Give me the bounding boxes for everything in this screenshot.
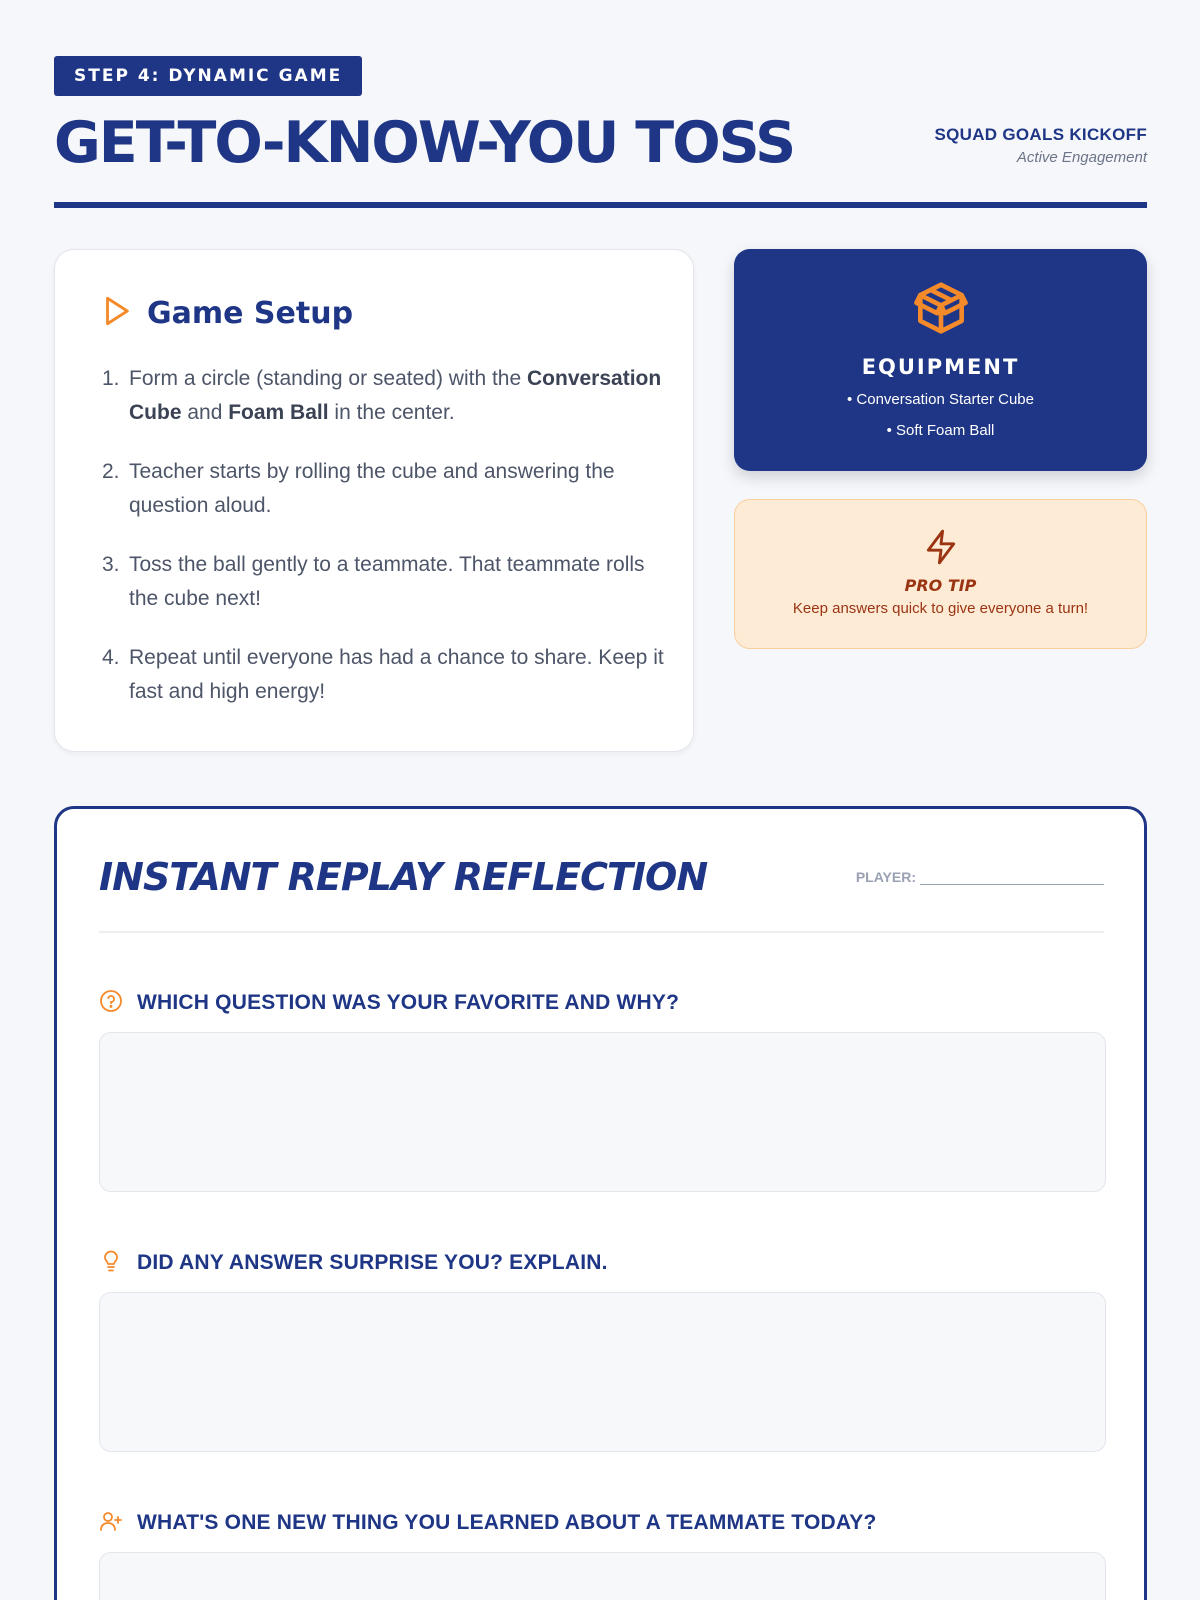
player-field xyxy=(856,869,1104,885)
game-setup-title: Game Setup xyxy=(147,295,354,331)
series-name: SQUAD GOALS KICKOFF xyxy=(934,125,1147,144)
player-name-line[interactable] xyxy=(920,871,1104,885)
pro-tip-card xyxy=(734,499,1147,649)
setup-steps xyxy=(102,362,665,734)
step-text: Repeat until everyone has had a chance to share. Keep it fast and high energy! xyxy=(129,646,664,703)
reflection-question xyxy=(99,989,679,1017)
step-text: Teacher starts by rolling the cube and answering the question aloud. xyxy=(129,460,615,517)
answer-box[interactable] xyxy=(99,1292,1106,1452)
pro-tip-text: Keep answers quick to give everyone a turn! xyxy=(792,600,1089,617)
question-label: WHAT'S ONE NEW THING YOU LEARNED ABOUT A TEAMMATE TODAY? xyxy=(137,1511,877,1534)
step-text: and xyxy=(181,401,229,424)
header-meta xyxy=(934,125,1147,166)
question-label: WHICH QUESTION WAS YOUR FAVORITE AND WHY? xyxy=(137,991,680,1014)
equipment-item: • Conversation Starter Cube xyxy=(846,391,1034,408)
list-item xyxy=(102,362,665,430)
worksheet-page xyxy=(54,0,1147,1600)
player-label: PLAYER: xyxy=(855,869,916,885)
step-number: 1. xyxy=(102,367,120,390)
step-text: in the center. xyxy=(328,401,455,424)
question-circle-icon xyxy=(99,989,123,1017)
user-plus-icon xyxy=(99,1509,123,1537)
reflection-section xyxy=(54,806,1147,1600)
step-text: Toss the ball gently to a teammate. That teammate rolls the cube next! xyxy=(129,553,645,610)
game-setup-header xyxy=(99,294,353,332)
header-divider xyxy=(54,202,1147,208)
list-item xyxy=(102,455,665,523)
step-text: Form a circle (standing or seated) with the xyxy=(129,367,527,390)
step-text-bold: Conversation Cube xyxy=(129,367,662,424)
series-subtitle: Active Engagement xyxy=(1016,149,1147,166)
answer-box[interactable] xyxy=(99,1552,1106,1600)
reflection-title: INSTANT REPLAY REFLECTION xyxy=(99,855,708,899)
step-text-bold: Foam Ball xyxy=(228,401,329,424)
lightbulb-icon xyxy=(99,1249,123,1277)
page-title: GET-TO-KNOW-YOU TOSS xyxy=(54,110,795,176)
answer-box[interactable] xyxy=(99,1032,1106,1192)
play-icon xyxy=(99,294,133,332)
box-icon xyxy=(910,277,972,339)
step-number: 3. xyxy=(102,553,120,576)
equipment-title: EQUIPMENT xyxy=(861,355,1020,379)
step-badge: STEP 4: DYNAMIC GAME xyxy=(54,56,362,96)
list-item xyxy=(102,641,665,709)
equipment-card xyxy=(734,249,1147,471)
reflection-question xyxy=(99,1249,608,1277)
reflection-divider xyxy=(99,931,1104,933)
lightning-icon xyxy=(922,528,960,566)
reflection-question xyxy=(99,1509,877,1537)
game-setup-card xyxy=(54,249,694,752)
equipment-item: • Soft Foam Ball xyxy=(886,422,995,439)
question-label: DID ANY ANSWER SURPRISE YOU? EXPLAIN. xyxy=(137,1251,608,1274)
list-item xyxy=(102,548,665,616)
step-number: 2. xyxy=(102,460,120,483)
step-number: 4. xyxy=(102,646,120,669)
pro-tip-title: PRO TIP xyxy=(904,576,977,595)
